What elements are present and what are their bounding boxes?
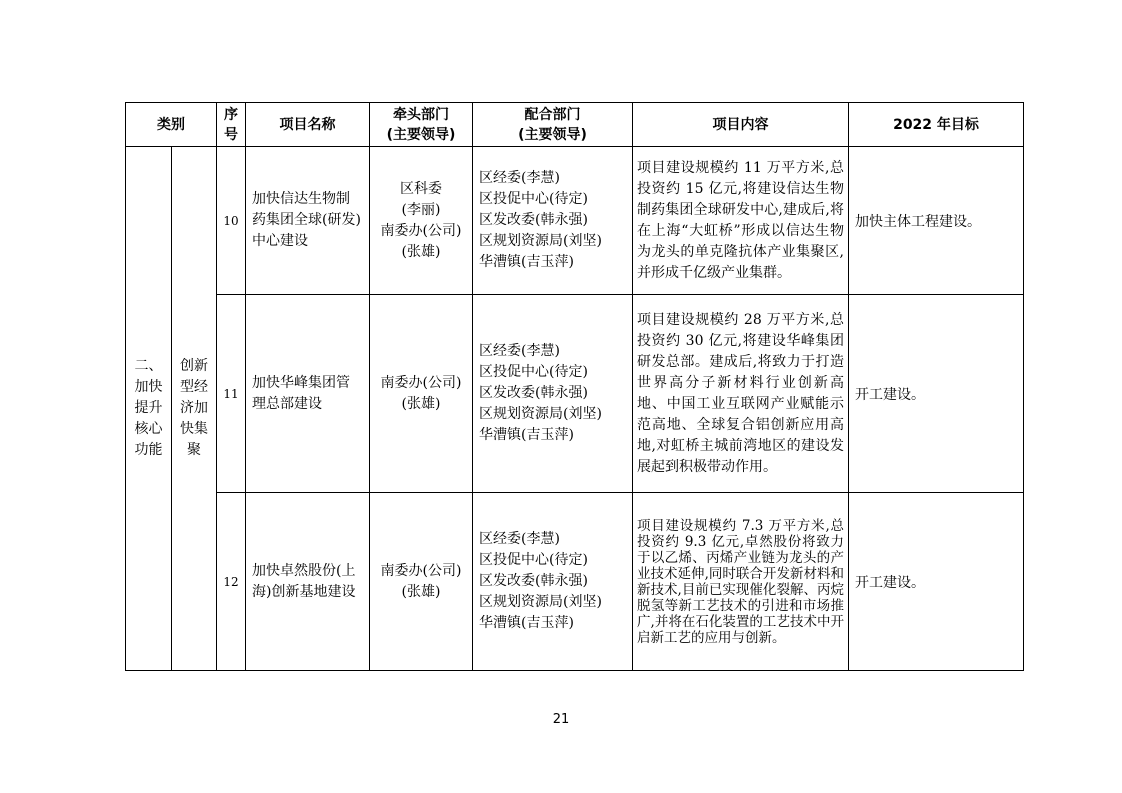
coop-dept-line: 区发改委(韩永强) xyxy=(479,385,588,401)
category-secondary-line: 聚 xyxy=(187,442,201,458)
category-primary-line: 提升 xyxy=(134,400,163,416)
category-secondary-line: 创新 xyxy=(180,358,208,374)
coop-dept-line: 区经委(李慧) xyxy=(479,531,560,547)
category-primary-line: 加快 xyxy=(134,379,163,395)
table-row xyxy=(126,493,1024,671)
project-content-cell: 项目建设规模约 11 万平方米,总投资约 15 亿元,将建设信达生物制药集团全球研发中心,建成后,将在上海“大虹桥”形成以信达生物为龙头的单克隆抗体产业集聚区,并形成千亿级产业集群。 xyxy=(633,147,849,295)
header-coop-line1: 配合部门 xyxy=(524,106,581,123)
category-secondary-line: 济加 xyxy=(180,400,208,416)
table-row xyxy=(126,295,1024,493)
category-secondary-line: 型经 xyxy=(180,379,208,395)
coop-dept-line: 区规划资源局(刘坚) xyxy=(479,406,602,422)
lead-dept-line: (李丽) xyxy=(401,201,441,218)
coop-dept-line: 区发改委(韩永强) xyxy=(479,573,588,589)
lead-dept-line: (张雄) xyxy=(401,243,441,260)
table-row xyxy=(126,147,1024,295)
category-primary-line: 功能 xyxy=(134,442,163,458)
lead-dept-cell xyxy=(370,493,473,671)
goal-cell: 开工建设。 xyxy=(849,295,1024,493)
goal-cell: 开工建设。 xyxy=(849,493,1024,671)
project-content-cell: 项目建设规模约 7.3 万平方米,总投资约 9.3 亿元,卓然股份将致力于以乙烯、丙烯产业链为龙头的产业技术延伸,同时联合开发新材料和新技术,目前已实现催化裂解、丙烷脱氢等新工艺技术的引进和市场推广,并将在石化装置的工艺技术中开启新工艺的应用与创新。 xyxy=(633,493,849,671)
project-name-cell: 加快信达生物制药集团全球(研发)中心建设 xyxy=(246,147,370,295)
header-content: 项目内容 xyxy=(633,103,849,147)
lead-dept-cell xyxy=(370,147,473,295)
category-primary-cell xyxy=(126,147,172,671)
coop-dept-line: 区投促中心(待定) xyxy=(479,552,588,568)
category-secondary-line: 快集 xyxy=(180,421,208,437)
header-lead-line2: (主要领导) xyxy=(386,126,456,143)
header-seq-line1: 序 xyxy=(224,106,238,123)
coop-dept-cell xyxy=(473,493,633,671)
category-secondary-cell xyxy=(172,147,217,671)
coop-dept-line: 区规划资源局(刘坚) xyxy=(479,594,602,610)
lead-dept-line: 南委办(公司) xyxy=(380,562,462,579)
header-category: 类别 xyxy=(126,103,217,147)
header-seq-line2: 号 xyxy=(224,126,238,143)
project-table xyxy=(125,102,1024,671)
coop-dept-line: 区经委(李慧) xyxy=(479,343,560,359)
coop-dept-cell xyxy=(473,147,633,295)
header-lead-line1: 牵头部门 xyxy=(393,106,449,123)
category-primary-line: 核心 xyxy=(134,421,163,437)
coop-dept-line: 区发改委(韩永强) xyxy=(479,212,588,228)
lead-dept-line: 区科委 xyxy=(400,180,442,197)
project-name-cell: 加快卓然股份(上海)创新基地建设 xyxy=(246,493,370,671)
header-coop-line2: (主要领导) xyxy=(518,126,587,143)
project-content-cell: 项目建设规模约 28 万平方米,总投资约 30 亿元,将建设华峰集团研发总部。建成后,将致力于打造世界高分子新材料行业创新高地、中国工业互联网产业赋能示范高地、全球复合铝创新应用高地,对虹桥主城前湾地区的建设发展起到积极带动作用。 xyxy=(633,295,849,493)
header-goal: 2022 年目标 xyxy=(849,103,1024,147)
project-name-cell: 加快华峰集团管理总部建设 xyxy=(246,295,370,493)
category-primary-line: 二、 xyxy=(134,358,163,374)
lead-dept-line: (张雄) xyxy=(401,583,441,600)
coop-dept-line: 华漕镇(吉玉萍) xyxy=(479,427,574,443)
coop-dept-line: 区经委(李慧) xyxy=(479,170,560,186)
header-seq xyxy=(217,103,246,147)
seq-cell: 11 xyxy=(217,295,246,493)
header-row xyxy=(126,103,1024,147)
seq-cell: 12 xyxy=(217,493,246,671)
lead-dept-line: 南委办(公司) xyxy=(380,374,462,391)
header-lead-dept xyxy=(370,103,473,147)
coop-dept-line: 区规划资源局(刘坚) xyxy=(479,233,602,249)
header-coop-dept xyxy=(473,103,633,147)
page-number: 21 xyxy=(552,712,570,727)
coop-dept-line: 华漕镇(吉玉萍) xyxy=(479,615,574,631)
coop-dept-line: 区投促中心(待定) xyxy=(479,364,588,380)
header-project-name: 项目名称 xyxy=(246,103,370,147)
lead-dept-line: (张雄) xyxy=(401,395,441,412)
goal-cell: 加快主体工程建设。 xyxy=(849,147,1024,295)
coop-dept-line: 华漕镇(吉玉萍) xyxy=(479,254,574,270)
lead-dept-cell xyxy=(370,295,473,493)
lead-dept-line: 南委办(公司) xyxy=(380,222,462,239)
seq-cell: 10 xyxy=(217,147,246,295)
coop-dept-cell xyxy=(473,295,633,493)
coop-dept-line: 区投促中心(待定) xyxy=(479,191,588,207)
